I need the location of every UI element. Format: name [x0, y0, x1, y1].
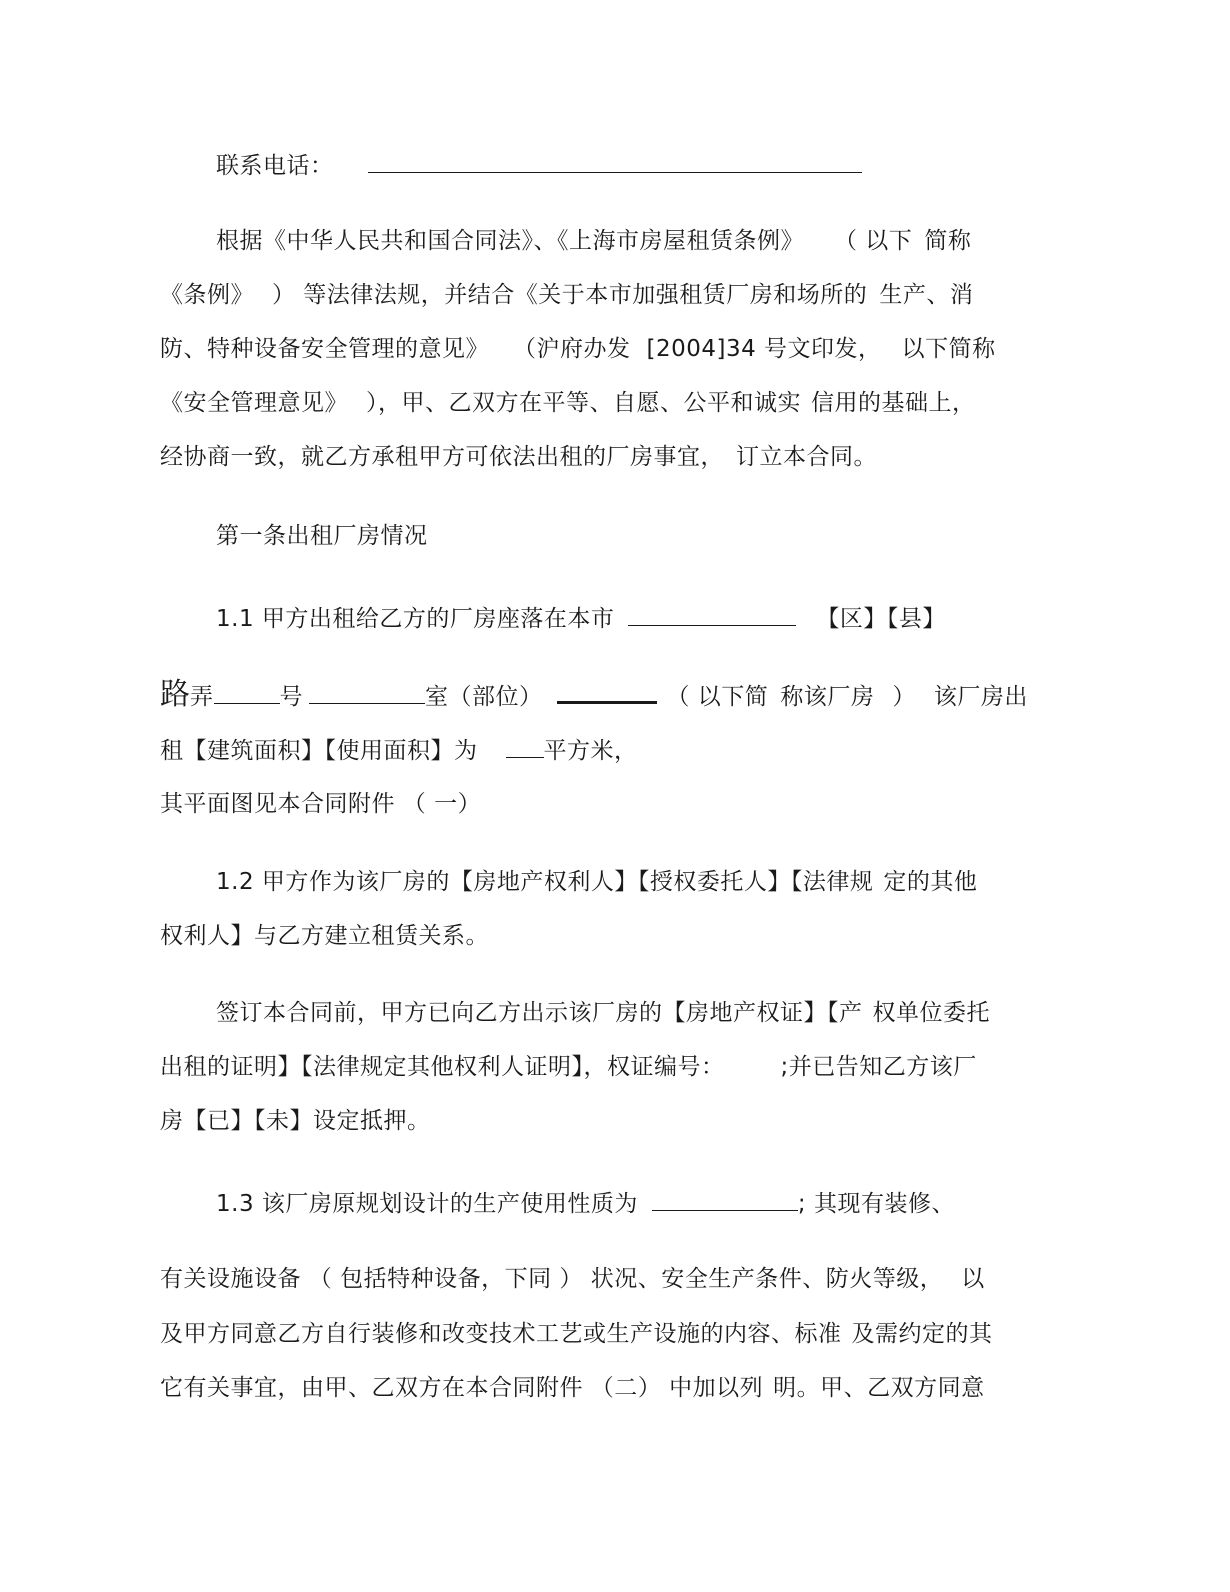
usage-nature-blank	[652, 1188, 798, 1211]
section-1-2-text-1a: 1.2 甲方作为该厂房的【房地产权利人】【授权委托人】【法律规	[216, 869, 874, 895]
section-1-1-line-2	[160, 679, 1028, 712]
lane-label: 弄	[190, 684, 214, 710]
section-1-3-text-2b: 以	[961, 1266, 985, 1292]
section-1-3-line-1	[216, 1188, 955, 1219]
area-unit: 平方米，	[543, 738, 638, 764]
contact-phone-blank	[368, 150, 862, 173]
district-county-options: 【区】【县】	[816, 606, 946, 632]
section-1-2-para2-line-3: 房【已】【未】设定抵押。	[160, 1108, 431, 1134]
section-1-1-text-1a: 1.1 甲方出租给乙方的厂房座落在本市	[216, 606, 615, 632]
section-1-3-line-2	[160, 1264, 985, 1294]
preamble-text-1a: 根据《中华人民共和国合同法》、《上海市房屋租赁条例》	[216, 228, 804, 254]
section-1-2-para2-line-2	[160, 1052, 977, 1082]
section-1-2-line-1	[216, 867, 977, 897]
preamble-text-4b: ），甲、乙双方在平等、自愿、公平和诚实	[366, 390, 801, 416]
preamble-text-3b: （沪府办发	[513, 336, 631, 362]
section-1-3-line-3	[160, 1319, 993, 1349]
preamble-text-5b: 订立本合同。	[736, 444, 877, 470]
certificate-number-label: 出租的证明】【法律规定其他权利人证明】，权证编号：	[160, 1054, 725, 1080]
preamble-text-4c: 信用的基础上，	[811, 390, 976, 416]
contact-phone-label: 联系电话：	[216, 153, 334, 179]
section-1-3-text-2a: 有关设施设备 （ 包括特种设备，下同 ） 状况、安全生产条件、防火等级，	[160, 1266, 944, 1292]
number-label: 号	[279, 684, 303, 710]
number-blank	[309, 681, 425, 704]
preamble-line-1	[216, 226, 971, 256]
preamble-text-2c: 生产、消	[879, 282, 974, 308]
preamble-text-1b: （ 以下	[834, 228, 913, 254]
section-1-2-line-2: 权利人】与乙方建立租赁关系。	[160, 923, 489, 949]
lane-blank	[214, 681, 280, 704]
section-1-3-text-1a: 1.3 该厂房原规划设计的生产使用性质为	[216, 1191, 638, 1217]
section-1-2-para2-text-1b: 权单位委托	[872, 1000, 990, 1026]
room-blank	[557, 679, 657, 704]
preamble-text-2b: ） 等法律法规，并结合《关于本市加强租赁厂房和场所的	[272, 282, 868, 308]
preamble-text-3d: 以下简称	[901, 336, 996, 362]
preamble-text-3a: 防、特种设备安全管理的意见》	[160, 336, 489, 362]
section-1-2-para2-text-1a: 签订本合同前，甲方已向乙方出示该厂房的【房地产权证】【产	[216, 1000, 863, 1026]
section-1-1-text-2c: 称该厂房	[780, 684, 875, 710]
preamble-text-4a: 《安全管理意见》	[160, 390, 348, 416]
district-blank	[628, 603, 796, 626]
section-1-1-text-2e: 该厂房出	[933, 684, 1028, 710]
section-1-1-line-4: 其平面图见本合同附件 （ 一）	[160, 791, 482, 817]
section-1-3-line-4	[160, 1373, 985, 1403]
section-1-2-para2-line-1	[216, 998, 990, 1028]
article-1-title: 第一条出租厂房情况	[216, 523, 428, 549]
section-1-1-line-3	[160, 735, 638, 766]
preamble-text-1c: 简称	[924, 228, 972, 254]
preamble-line-2	[160, 280, 973, 310]
section-1-3-text-3b: 及需约定的其	[851, 1321, 993, 1347]
preamble-line-4	[160, 388, 976, 418]
preamble-text-3c: [2004]34 号文印发，	[646, 336, 882, 362]
road-label: 路	[160, 677, 190, 712]
section-1-3-text-4b: 明。甲、乙双方同意	[773, 1375, 985, 1401]
contact-phone-line	[216, 150, 862, 181]
preamble-text-5a: 经协商一致，就乙方承租甲方可依法出租的厂房事宜，	[160, 444, 724, 470]
section-1-3-text-4a: 它有关事宜，由甲、乙双方在本合同附件 （二） 中加以列	[160, 1375, 764, 1401]
section-1-1-text-2d: ）	[892, 684, 916, 710]
preamble-line-3	[160, 334, 996, 364]
section-1-3-text-3a: 及甲方同意乙方自行装修和改变技术工艺或生产设施的内容、标准	[160, 1321, 842, 1347]
preamble-line-5	[160, 442, 877, 472]
section-1-1-text-2b: （ 以下简	[666, 684, 769, 710]
preamble-text-2a: 《条例》	[160, 282, 254, 308]
room-label: 室（部位）	[425, 684, 543, 710]
area-blank	[506, 735, 544, 758]
section-1-1-line-1	[216, 603, 946, 634]
section-1-2-text-1b: 定的其他	[883, 869, 978, 895]
area-label: 租【建筑面积】【使用面积】为	[160, 738, 478, 764]
section-1-3-text-1b: ; 其现有装修、	[797, 1191, 955, 1217]
section-1-2-para2-text-2b: ;并已告知乙方该厂	[780, 1054, 977, 1080]
